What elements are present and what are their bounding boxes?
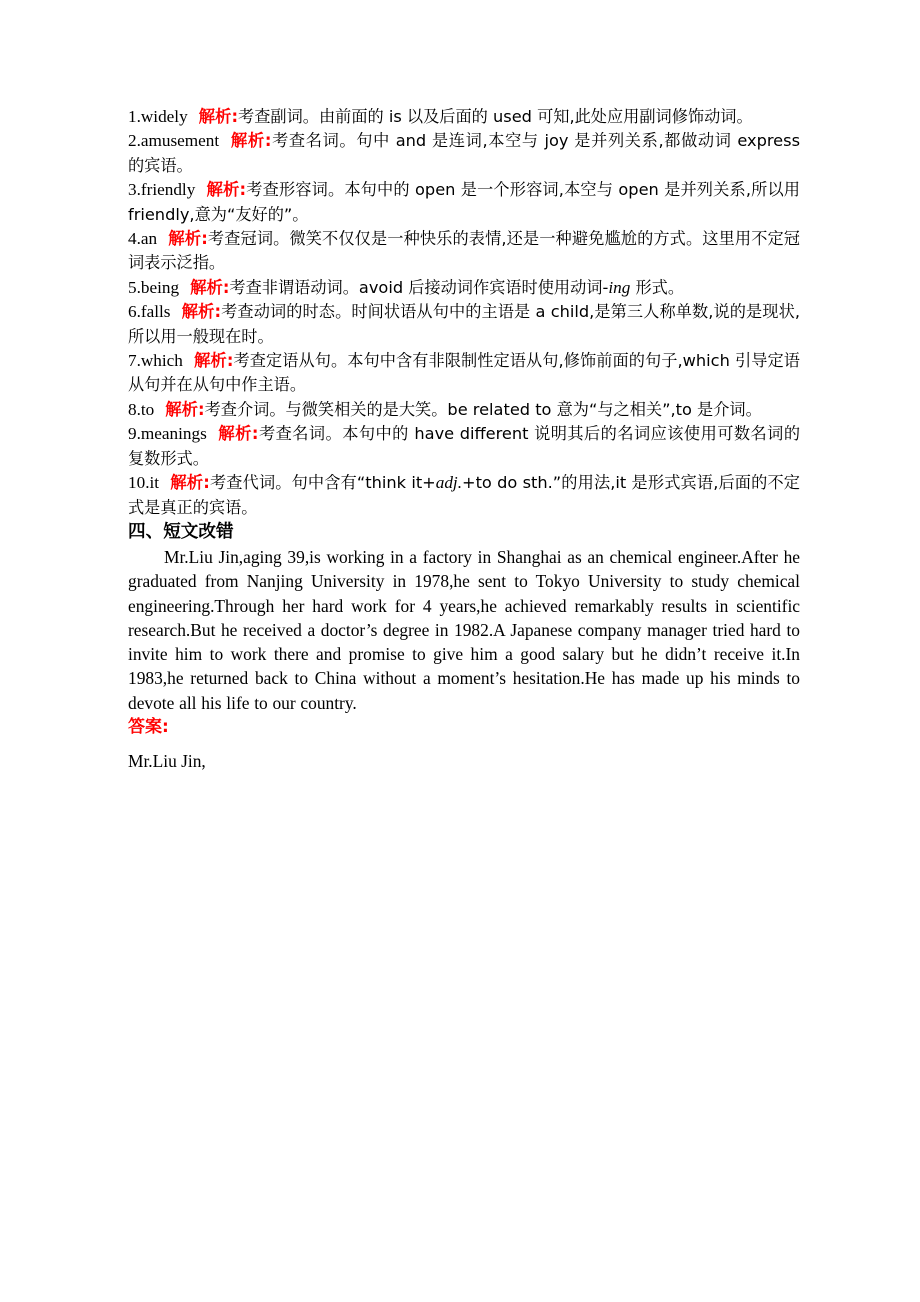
analysis-label: 解析: [170, 473, 210, 493]
analysis-text: 考查冠词。微笑不仅仅是一种快乐的表情,还是一种避免尴尬的方式。这里用不定冠词表示泛指。 [128, 229, 800, 273]
analysis-label: 解析: [190, 277, 230, 297]
explanation-item-10 [128, 471, 800, 520]
item-number: 1. [128, 107, 141, 126]
document-content [128, 105, 800, 773]
item-answer: widely [140, 107, 188, 126]
item-number: 6. [128, 302, 141, 322]
analysis-text: 考查名词。句中 and 是连词,本空与 joy 是并列关系,都做动词 express 的宾语。 [128, 131, 801, 175]
analysis-text: 考查介词。与微笑相关的是大笑。be related to 意为“与之相关”,to 是介词。 [204, 399, 762, 419]
answer-label: 答案: [128, 716, 169, 737]
item-answer: it [149, 473, 160, 493]
explanation-item-3 [128, 178, 800, 227]
analysis-label: 解析: [206, 180, 247, 200]
explanation-item-6 [128, 300, 800, 349]
explanation-item-5 [128, 276, 800, 300]
item-number: 5. [128, 277, 141, 297]
explanation-item-4 [128, 227, 800, 276]
answer-body: Mr.Liu Jin, [128, 750, 206, 771]
analysis-text-before: 考查非谓语动词。avoid 后接动词作宾语时使用动词- [229, 277, 609, 297]
item-number: 4. [128, 229, 141, 249]
error-correction-passage: Mr.Liu Jin,aging 39,is working in a factory in Shanghai as an chemical engineer.After he graduated from Nanjing University in 1978,he sent to Tokyo University to study chemical engineering.Through her hard work for 4 years,he achieved remarkably results in scientific research.But he received a doctor’s degree in 1982.A Japanese company manager tried hard to invite him to work there and promise to give him a good salary but he didn’t receive it.In 1983,he returned back to China without a moment’s hesitation.He has made up his minds to devote all his life to our country. [128, 546, 800, 713]
item-answer: an [140, 229, 158, 249]
section-heading-error-correction: 四、短文改错 [128, 521, 234, 542]
item-answer: which [140, 351, 183, 371]
analysis-label: 解析: [217, 424, 259, 444]
item-answer: amusement [140, 131, 220, 151]
analysis-text-after: +to do sth.”的用法,it 是形式宾语,后面的不定式是真正的宾语。 [128, 473, 800, 517]
analysis-label: 解析: [181, 302, 222, 322]
analysis-text-after: 形式。 [630, 277, 685, 297]
item-answer: falls [140, 302, 171, 322]
item-number: 10. [128, 473, 150, 493]
analysis-italic: ing [608, 277, 631, 297]
analysis-label: 解析: [230, 131, 272, 151]
analysis-label: 解析: [165, 399, 205, 419]
explanation-item-7 [128, 349, 800, 398]
item-answer: friendly [140, 180, 196, 200]
analysis-label: 解析: [193, 351, 234, 371]
item-number: 7. [128, 351, 141, 371]
item-number: 9. [128, 424, 141, 444]
analysis-text: 考查定语从句。本句中含有非限制性定语从句,修饰前面的句子,which 引导定语从句并在从句中作主语。 [128, 351, 800, 395]
explanation-item-2 [128, 129, 800, 178]
explanation-item-9 [128, 422, 800, 471]
analysis-text: 考查副词。由前面的 is 以及后面的 used 可知,此处应用副词修饰动词。 [238, 107, 753, 126]
item-number: 2. [128, 131, 141, 151]
explanation-item-8 [128, 398, 800, 422]
analysis-text: 考查动词的时态。时间状语从句中的主语是 a child,是第三人称单数,说的是现状,所以用一般现在时。 [128, 302, 800, 346]
item-answer: meanings [140, 424, 207, 444]
item-number: 3. [128, 180, 141, 200]
explanations-list [128, 105, 800, 520]
analysis-text-before: 考查代词。句中含有“think it+ [209, 473, 436, 493]
explanation-item-1 [128, 105, 800, 129]
item-answer: to [140, 399, 155, 419]
analysis-text: 考查名词。本句中的 have different 说明其后的名词应该使用可数名词的复数形式。 [128, 424, 801, 468]
item-answer: being [140, 277, 180, 297]
analysis-label: 解析: [168, 229, 208, 249]
analysis-label: 解析: [198, 107, 239, 126]
item-number: 8. [128, 399, 141, 419]
analysis-italic: adj. [435, 473, 462, 493]
analysis-text: 考查形容词。本句中的 open 是一个形容词,本空与 open 是并列关系,所以用 friendly,意为“友好的”。 [128, 180, 800, 224]
